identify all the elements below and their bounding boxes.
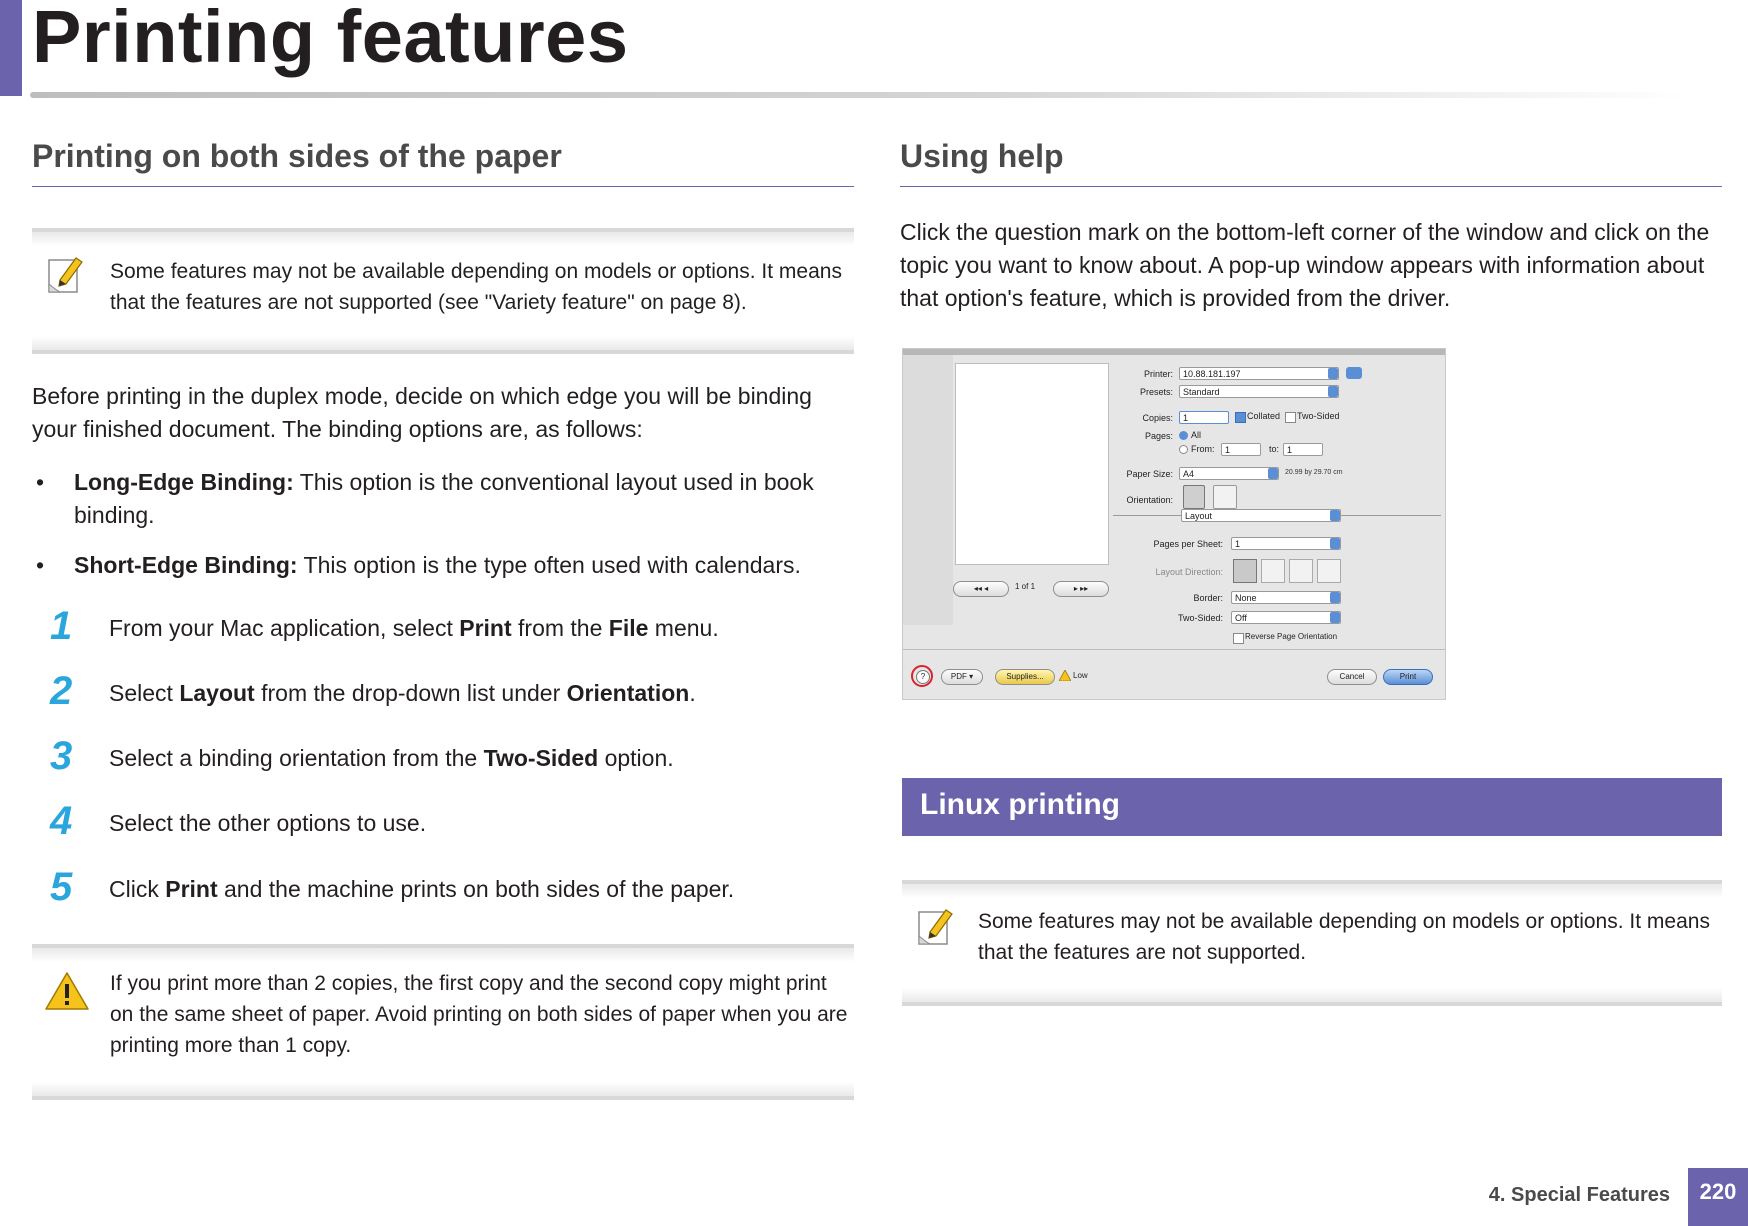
paper-dimensions: 20.99 by 29.70 cm bbox=[1285, 469, 1343, 476]
copies-label: Copies: bbox=[1142, 413, 1173, 423]
header-accent-bar bbox=[0, 0, 22, 96]
bullet-text: This option is the conventional layout used in book binding. bbox=[74, 469, 814, 528]
note-pencil-icon bbox=[916, 906, 956, 948]
section-heading-help: Using help bbox=[900, 138, 1064, 174]
bullet-term: Long-Edge Binding: bbox=[74, 469, 294, 495]
pages-all-radio[interactable] bbox=[1179, 431, 1188, 440]
pages-per-sheet-label: Pages per Sheet: bbox=[1153, 539, 1223, 549]
paper-size-select[interactable]: A4 bbox=[1179, 467, 1279, 480]
border-label: Border: bbox=[1193, 593, 1223, 603]
page-number: 220 bbox=[1688, 1168, 1748, 1226]
section-rule-duplex bbox=[32, 186, 854, 187]
supplies-button[interactable]: Supplies... bbox=[995, 669, 1055, 685]
pages-per-sheet-select[interactable]: 1 bbox=[1231, 537, 1341, 550]
pdf-button[interactable]: PDF ▾ bbox=[941, 669, 983, 685]
bullet-term: Short-Edge Binding: bbox=[74, 552, 298, 578]
layout-direction-n-button[interactable] bbox=[1289, 559, 1313, 583]
step-3: 3 Select a binding orientation from the Two-Sided option. bbox=[50, 734, 674, 778]
border-select[interactable]: None bbox=[1231, 591, 1341, 604]
caution-box bbox=[32, 944, 854, 1100]
bullet-marker: • bbox=[36, 469, 45, 495]
two-sided-label: Two-Sided bbox=[1297, 411, 1340, 421]
reverse-orientation-checkbox[interactable] bbox=[1233, 633, 1244, 644]
low-supply-warning-icon bbox=[1059, 670, 1071, 681]
page-counter: 1 of 1 bbox=[1015, 582, 1036, 591]
pages-to-input[interactable]: 1 bbox=[1283, 443, 1323, 456]
footer-chapter: 4. Special Features bbox=[1488, 1184, 1670, 1206]
note-box-linux bbox=[902, 880, 1722, 1006]
two-sided-checkbox[interactable] bbox=[1285, 412, 1296, 423]
paper-size-label: Paper Size: bbox=[1126, 469, 1173, 479]
pages-from-radio[interactable] bbox=[1179, 445, 1188, 454]
caution-text: If you print more than 2 copies, the first copy and the second copy might print on the same sheet of paper. Avoid printing on both sides of paper when you are printing more than 1 copy. bbox=[110, 972, 848, 1057]
layout-direction-s-button[interactable] bbox=[1261, 559, 1285, 583]
layout-direction-label: Layout Direction: bbox=[1155, 567, 1223, 577]
printer-label: Printer: bbox=[1143, 369, 1173, 379]
print-button[interactable]: Print bbox=[1383, 669, 1433, 685]
collated-label: Collated bbox=[1247, 411, 1281, 421]
step-number: 3 bbox=[50, 734, 73, 778]
note-box-duplex bbox=[32, 228, 854, 354]
panel-select[interactable]: Layout bbox=[1181, 509, 1341, 522]
bullet-long-edge bbox=[32, 466, 854, 532]
bullet-short-edge bbox=[32, 549, 854, 582]
printer-expand-button[interactable] bbox=[1346, 367, 1362, 379]
note-pencil-icon bbox=[46, 254, 86, 296]
pages-from-label: From: bbox=[1191, 444, 1215, 454]
pages-label: Pages: bbox=[1144, 431, 1173, 441]
step-number: 4 bbox=[50, 799, 73, 843]
step-number: 1 bbox=[50, 604, 73, 648]
linux-printing-title: Linux printing bbox=[920, 788, 1120, 821]
presets-label: Presets: bbox=[1139, 387, 1173, 397]
warning-icon bbox=[44, 970, 90, 1012]
pages-to-label: to: bbox=[1269, 444, 1280, 454]
preview-back-buttons[interactable]: ◂◂ ◂ bbox=[953, 581, 1009, 597]
page-preview bbox=[955, 363, 1109, 565]
presets-select[interactable]: Standard bbox=[1179, 385, 1339, 398]
step-number: 2 bbox=[50, 669, 73, 713]
layout-direction-n2-button[interactable] bbox=[1317, 559, 1341, 583]
step-4: 4 Select the other options to use. bbox=[50, 799, 427, 843]
bullet-marker: • bbox=[36, 552, 45, 578]
printer-select[interactable]: 10.88.181.197 bbox=[1179, 367, 1339, 380]
help-button[interactable]: ? bbox=[916, 670, 930, 684]
low-supply-label: Low bbox=[1073, 671, 1088, 680]
linux-printing-header bbox=[902, 778, 1722, 836]
step-5: 5 Click Print and the machine prints on both sides of the paper. bbox=[50, 865, 735, 909]
pages-all-label: All bbox=[1191, 430, 1202, 440]
two-sided-select-label: Two-Sided: bbox=[1177, 613, 1223, 623]
bullet-text: This option is the type often used with calendars. bbox=[297, 552, 801, 578]
section-heading-duplex: Printing on both sides of the paper bbox=[32, 138, 562, 174]
section-rule-help bbox=[900, 186, 1722, 187]
preview-forward-buttons[interactable]: ▸ ▸▸ bbox=[1053, 581, 1109, 597]
copies-input[interactable]: 1 bbox=[1179, 411, 1229, 424]
orientation-label: Orientation: bbox=[1126, 495, 1173, 505]
print-dialog-screenshot bbox=[902, 348, 1446, 700]
title-rule bbox=[30, 92, 1690, 98]
layout-direction-z-button[interactable] bbox=[1233, 559, 1257, 583]
collated-checkbox[interactable] bbox=[1235, 412, 1246, 423]
duplex-intro: Before printing in the duplex mode, decide on which edge you will be binding your finished document. The binding options are, as follows: bbox=[32, 383, 812, 442]
page-title: Printing features bbox=[32, 0, 629, 78]
reverse-orientation-label: Reverse Page Orientation bbox=[1245, 632, 1338, 641]
help-intro: Click the question mark on the bottom-left corner of the window and click on the topic you want to know about. A pop-up window appears with information about that option's feature, which is provided from the driver. bbox=[900, 219, 1710, 311]
two-sided-select[interactable]: Off bbox=[1231, 611, 1341, 624]
step-1: 1 From your Mac application, select Print from the File menu. bbox=[50, 604, 719, 648]
step-2: 2 Select Layout from the drop-down list under Orientation. bbox=[50, 669, 696, 713]
cancel-button[interactable]: Cancel bbox=[1327, 669, 1377, 685]
step-number: 5 bbox=[50, 865, 73, 909]
note-text-linux: Some features may not be available depending on models or options. It means that the features are not supported. bbox=[978, 910, 1710, 964]
pages-from-input[interactable]: 1 bbox=[1221, 443, 1261, 456]
note-text-duplex: Some features may not be available depending on models or options. It means that the features are not supported (see "Variety feature" on page 8). bbox=[110, 260, 842, 314]
portrait-orientation-button[interactable] bbox=[1183, 485, 1205, 509]
landscape-orientation-button[interactable] bbox=[1213, 485, 1237, 509]
